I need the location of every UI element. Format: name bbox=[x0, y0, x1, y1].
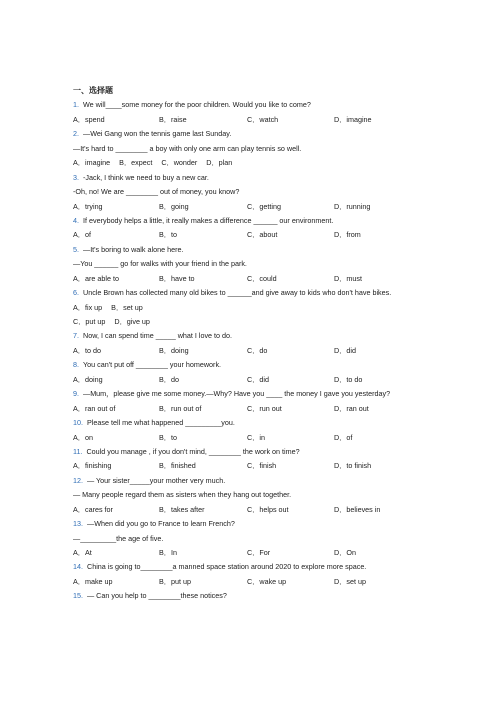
option-a[interactable]: A．fix up bbox=[73, 302, 103, 312]
option-d[interactable]: D．running bbox=[334, 201, 371, 211]
options-row bbox=[73, 113, 413, 127]
question-number: 6. bbox=[73, 288, 79, 298]
option-a[interactable]: A．trying bbox=[73, 201, 103, 211]
option-c[interactable]: C．do bbox=[247, 345, 268, 355]
question-text: Could you manage , if you don't mind, ________ the work on time? bbox=[86, 446, 300, 456]
options-row bbox=[73, 344, 413, 358]
question-number: 15. bbox=[73, 591, 83, 601]
question-list bbox=[73, 84, 413, 604]
question-text: —It's boring to walk alone here. bbox=[83, 244, 184, 254]
option-b[interactable]: B．to bbox=[159, 432, 177, 442]
option-c[interactable]: C．run out bbox=[247, 403, 282, 413]
option-a[interactable]: A．finishing bbox=[73, 461, 112, 471]
question-number: 4. bbox=[73, 215, 79, 225]
option-d[interactable]: D．to finish bbox=[334, 461, 372, 471]
question-number: 8. bbox=[73, 360, 79, 370]
options-row bbox=[73, 373, 413, 387]
option-c[interactable]: C．about bbox=[247, 230, 278, 240]
option-a[interactable]: A．to do bbox=[73, 345, 101, 355]
option-d[interactable]: D．plan bbox=[206, 158, 233, 168]
option-d[interactable]: D．from bbox=[334, 230, 361, 240]
option-b[interactable]: B．set up bbox=[111, 302, 143, 312]
option-c[interactable]: C．did bbox=[247, 374, 269, 384]
question-text: — Can you help to ________these notices? bbox=[87, 591, 227, 601]
question-text-line: —You ______ go for walks with your friend in the park. bbox=[73, 259, 247, 269]
option-a[interactable]: A．of bbox=[73, 230, 91, 240]
option-b[interactable]: B．put up bbox=[159, 576, 191, 586]
option-b[interactable]: B．going bbox=[159, 201, 189, 211]
option-d[interactable]: D．believes in bbox=[334, 504, 381, 514]
options-row bbox=[73, 272, 413, 286]
options-row bbox=[73, 228, 413, 242]
question-1 bbox=[73, 98, 413, 112]
option-a[interactable]: A．doing bbox=[73, 374, 103, 384]
option-d[interactable]: D．did bbox=[334, 345, 356, 355]
option-a[interactable]: A．cares for bbox=[73, 504, 113, 514]
question-6 bbox=[73, 286, 413, 300]
question-number: 13. bbox=[73, 519, 83, 529]
option-a[interactable]: A．At bbox=[73, 548, 92, 558]
question-text: —Mum，please give me some money.—Why? Have you ____ the money I gave you yesterday? bbox=[83, 389, 391, 399]
question-number: 7. bbox=[73, 331, 79, 341]
question-text-line: — Many people regard them as sisters when they hang out together. bbox=[73, 490, 292, 500]
question-14 bbox=[73, 560, 413, 574]
question-4 bbox=[73, 214, 413, 228]
options-row bbox=[73, 402, 413, 416]
options-row bbox=[73, 575, 413, 589]
option-a[interactable]: A．are able to bbox=[73, 273, 119, 283]
question-text-line: —_________the age of five. bbox=[73, 533, 164, 543]
question-text: We will____some money for the poor children. Would you like to come? bbox=[83, 100, 311, 110]
option-b[interactable]: B．run out of bbox=[159, 403, 202, 413]
question-15 bbox=[73, 589, 413, 603]
question-number: 14. bbox=[73, 562, 83, 572]
option-a[interactable]: A．imagine bbox=[73, 158, 111, 168]
option-b[interactable]: B．takes after bbox=[159, 504, 205, 514]
question-number: 9. bbox=[73, 389, 79, 399]
question-text: China is going to________a manned space station around 2020 to explore more space. bbox=[87, 562, 367, 572]
question-text: -Jack, I think we need to buy a new car. bbox=[83, 172, 209, 182]
option-b[interactable]: B．doing bbox=[159, 345, 189, 355]
option-b[interactable]: B．raise bbox=[159, 114, 187, 124]
question-text: Please tell me what happened _________you. bbox=[87, 418, 235, 428]
option-d[interactable]: D．ran out bbox=[334, 403, 369, 413]
option-b[interactable]: B．finished bbox=[159, 461, 196, 471]
options-row bbox=[73, 315, 413, 329]
question-number: 10. bbox=[73, 418, 83, 428]
question-3 bbox=[73, 171, 413, 185]
option-d[interactable]: D．to do bbox=[334, 374, 363, 384]
option-d[interactable]: D．give up bbox=[114, 317, 150, 327]
question-text: —When did you go to France to learn French? bbox=[87, 519, 235, 529]
option-a[interactable]: A．spend bbox=[73, 114, 105, 124]
option-b[interactable]: B．In bbox=[159, 548, 177, 558]
options-row bbox=[73, 459, 413, 473]
options-row bbox=[73, 301, 413, 315]
option-c[interactable]: C．watch bbox=[247, 114, 279, 124]
question-text-line: -Oh, no! We are ________ out of money, you know? bbox=[73, 187, 240, 197]
question-text: If everybody helps a little, it really makes a difference ______ our environment. bbox=[83, 215, 334, 225]
question-2 bbox=[73, 127, 413, 141]
option-c[interactable]: C．in bbox=[247, 432, 265, 442]
option-c[interactable]: C．finish bbox=[247, 461, 277, 471]
option-a[interactable]: A．ran out of bbox=[73, 403, 116, 413]
option-c[interactable]: C．helps out bbox=[247, 504, 289, 514]
question-5 bbox=[73, 243, 413, 257]
question-text-line: —It's hard to ________ a boy with only one arm can play tennis so well. bbox=[73, 143, 302, 153]
question-number: 5. bbox=[73, 244, 79, 254]
options-row bbox=[73, 200, 413, 214]
question-9 bbox=[73, 387, 413, 401]
question-text: Uncle Brown has collected many old bikes to ______and give away to kids who don't have bikes. bbox=[83, 288, 392, 298]
option-d[interactable]: D．of bbox=[334, 432, 353, 442]
option-d[interactable]: D．imagine bbox=[334, 114, 372, 124]
option-a[interactable]: A．make up bbox=[73, 576, 113, 586]
question-number: 1. bbox=[73, 100, 79, 110]
option-c[interactable]: C．wake up bbox=[247, 576, 287, 586]
question-12 bbox=[73, 474, 413, 488]
question-text: Now, I can spend time _____ what I love to do. bbox=[83, 331, 233, 341]
option-c[interactable]: C．For bbox=[247, 548, 271, 558]
option-b[interactable]: B．to bbox=[159, 230, 177, 240]
question-11 bbox=[73, 445, 413, 459]
option-d[interactable]: D．must bbox=[334, 273, 362, 283]
option-c[interactable]: C．could bbox=[247, 273, 277, 283]
option-a[interactable]: A．on bbox=[73, 432, 93, 442]
options-row bbox=[73, 431, 413, 445]
question-number: 3. bbox=[73, 172, 79, 182]
option-c[interactable]: C．put up bbox=[73, 317, 106, 327]
options-row bbox=[73, 503, 413, 517]
question-7 bbox=[73, 329, 413, 343]
option-d[interactable]: D．set up bbox=[334, 576, 366, 586]
question-8 bbox=[73, 358, 413, 372]
question-number: 2. bbox=[73, 129, 79, 139]
option-c[interactable]: C．getting bbox=[247, 201, 281, 211]
question-13 bbox=[73, 517, 413, 531]
option-d[interactable]: D．On bbox=[334, 548, 356, 558]
question-text: — Your sister_____your mother very much. bbox=[87, 475, 226, 485]
option-c[interactable]: C．wonder bbox=[161, 158, 198, 168]
question-number: 11. bbox=[73, 446, 83, 456]
question-text: You can't put off ________ your homework. bbox=[83, 360, 222, 370]
section-title: 一、选择题 bbox=[73, 86, 113, 95]
options-row bbox=[73, 546, 413, 560]
options-row bbox=[73, 156, 413, 170]
option-b[interactable]: B．do bbox=[159, 374, 179, 384]
question-text: —Wei Gang won the tennis game last Sunday. bbox=[83, 129, 232, 139]
question-number: 12. bbox=[73, 475, 83, 485]
option-b[interactable]: B．have to bbox=[159, 273, 195, 283]
option-b[interactable]: B．expect bbox=[119, 158, 153, 168]
question-10 bbox=[73, 416, 413, 430]
